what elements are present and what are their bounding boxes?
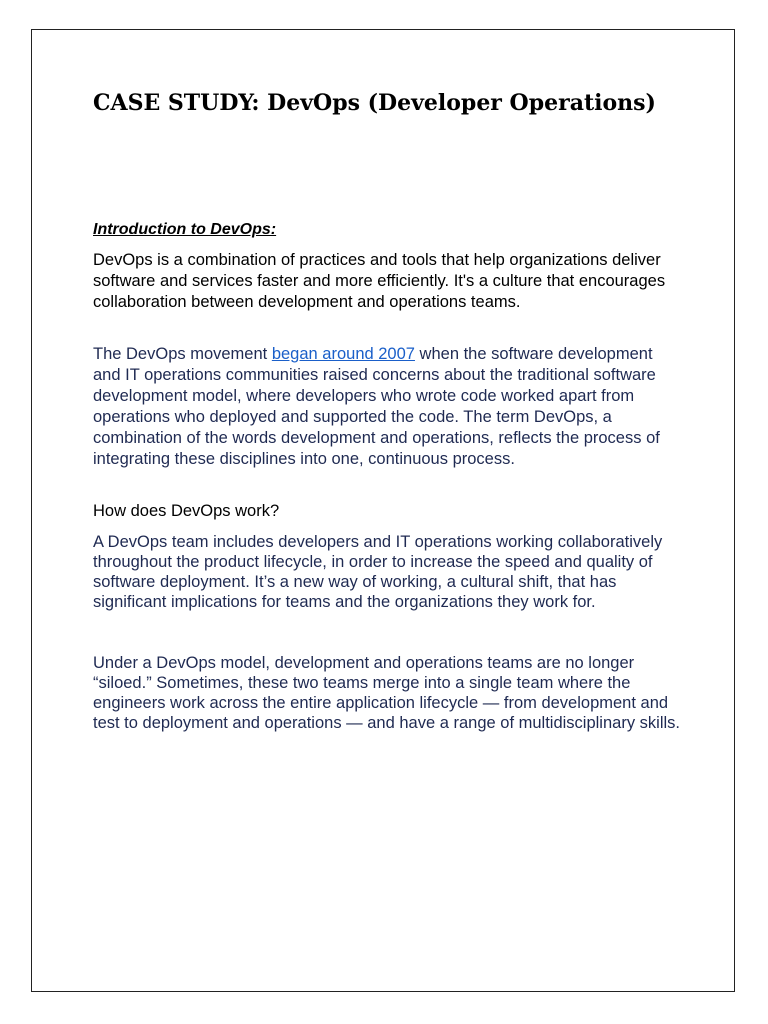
team-paragraph: A DevOps team includes developers and IT operations working collaboratively throughout the product lifecycle, in order to increase the speed and quality of software deployment. It’s a new way of working, a cultural shift, that has significant implications for teams and the organizations they work for. — [93, 533, 663, 611]
movement-text-after-link: when the software development and IT operations communities raised concerns about the traditional software development model, where developers who wrote code worked apart from operations who deployed and supported the code. The term DevOps, a combination of the words development and operations, reflects the process of integrating these disciplines into one, continuous process. — [93, 345, 660, 468]
document-content — [93, 88, 683, 732]
document-page — [31, 29, 735, 992]
how-devops-works-heading: How does DevOps work? — [93, 502, 280, 520]
model-paragraph: Under a DevOps model, development and operations teams are no longer “siloed.” Sometimes, these two teams merge into a single team where the engineers work across the entire application lifecycle — from development and test to deployment and operations — and have a range of multidisciplinary skills. — [93, 654, 680, 732]
intro-paragraph: DevOps is a combination of practices and tools that help organizations deliver software and services faster and more efficiently. It's a culture that encourages collaboration between development and operations teams. — [93, 251, 666, 311]
movement-paragraph — [93, 344, 683, 470]
intro-heading: Introduction to DevOps: — [93, 221, 277, 238]
document-title: CASE STUDY: DevOps (Developer Operations) — [93, 90, 656, 116]
movement-text-before-link: The DevOps movement — [93, 345, 272, 363]
began-around-2007-link[interactable]: began around 2007 — [271, 345, 415, 363]
